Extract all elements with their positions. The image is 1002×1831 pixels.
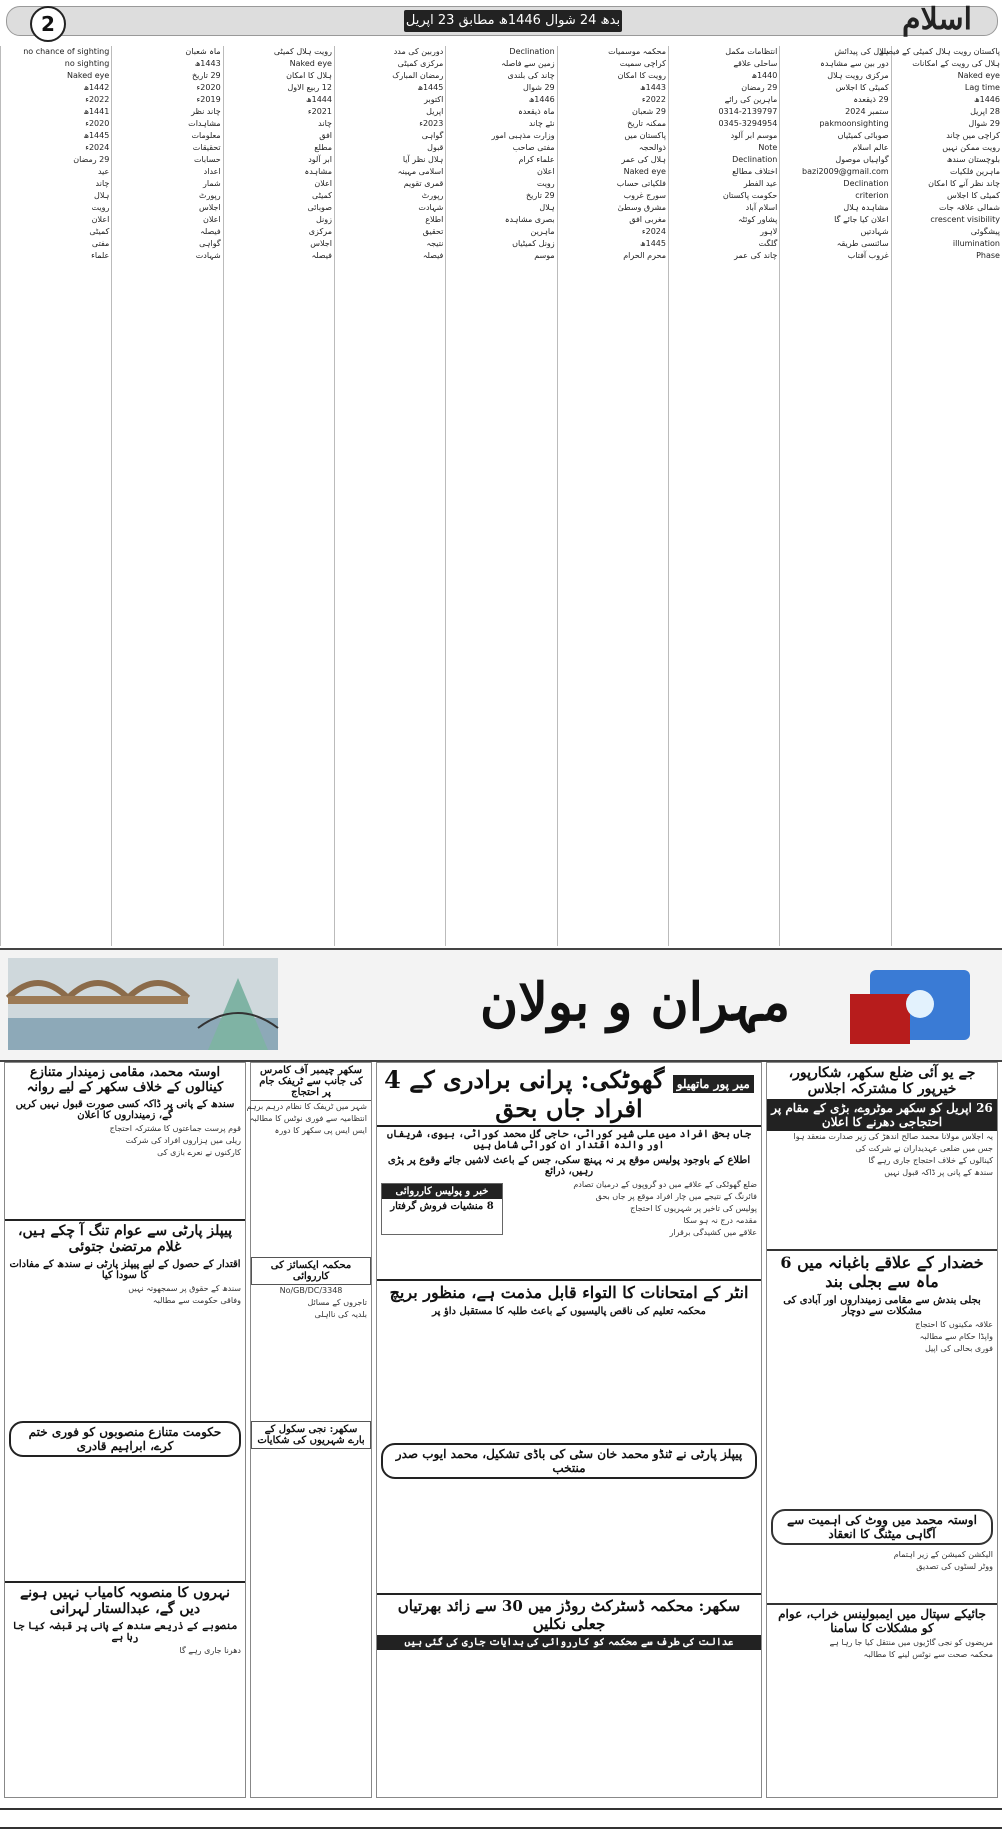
article-text-line: ہلال کی رویت کے امکانات <box>912 59 1000 68</box>
article-text-line: فیصلہ <box>311 251 332 260</box>
article-text-line: ماہرین فلکیات <box>950 167 1000 176</box>
decorative-footer-border <box>0 1806 1002 1831</box>
article-text-line: اسلامی مہینہ <box>397 167 444 176</box>
article-text-line: مشاہدہ <box>304 167 332 176</box>
article-text-line: 29 ذیقعدہ <box>853 95 889 104</box>
article-text-line: صوبائی <box>307 203 332 212</box>
article-text-line: عالم اسلام <box>852 143 889 152</box>
article-text-line: مشاہدہ ہلال <box>843 203 889 212</box>
article-text-line: Lag time <box>964 83 1000 92</box>
box-chamber: سکھر چیمبر آف کامرس کی جانب سے ٹریفک جام پر احتجاج <box>251 1063 371 1101</box>
article-body: یہ اجلاس مولانا محمد صالح اندھڑ کی زیر صدارت منعقد ہوا جس میں ضلعی عہدیداران نے شرکت کی کینالوں کے خلاف احتجاج جاری رہے گا سندھ کے پانی پر ڈاکہ قبول نہیں <box>793 1132 993 1177</box>
article-text-line: ذوالحجہ <box>638 143 666 152</box>
article-text-line: چاند کی عمر <box>734 251 778 260</box>
article-text-line: شہادت <box>418 203 444 212</box>
subhead-protest: 26 اپریل کو سکھر موٹروے، بڑی کے مقام پر احتجاجی دھرنے کا اعلان <box>767 1099 997 1131</box>
article-column <box>878 46 1002 946</box>
article-text-line: فیصلہ <box>200 227 221 236</box>
article-text-line: Naked eye <box>623 167 666 176</box>
article-text-line: چاند <box>95 179 110 188</box>
article-text-line: ستمبر 2024 <box>845 107 889 116</box>
article-text-line: Declination <box>509 47 555 56</box>
article-text-line: حسابات <box>193 155 221 164</box>
article-text-line: 2020ء <box>196 83 221 92</box>
subhead-court: عدالت کی طرف سے محکمہ کو کارروائی کی ہدایات جاری کی گئی ہیں <box>377 1635 761 1650</box>
article-text-line: مشاہدات <box>188 119 221 128</box>
center-news-column <box>376 1062 762 1798</box>
article-text-line: چاند کی بلندی <box>507 71 555 80</box>
article-text-line: اجلاس <box>198 203 221 212</box>
article-column <box>111 46 222 946</box>
article-text-line: 29 شوال <box>968 119 1000 128</box>
article-text-line: no chance of sighting <box>23 47 110 56</box>
article-text-line: ہلال <box>94 191 110 200</box>
article-text-line: گواہیاں موصول <box>835 155 889 164</box>
article-text-line: ممکنہ تاریخ <box>627 119 666 128</box>
article-text-line: 1440ھ <box>751 71 778 80</box>
newspaper-logo: اسلام <box>902 2 972 37</box>
article-text-line: مرکزی رویت ہلال <box>827 71 889 80</box>
article-text-line: کمیٹی <box>312 191 332 200</box>
article-text-line: علماء کرام <box>518 155 555 164</box>
article-text-line: مغربی افق <box>629 215 666 224</box>
article-text-line: کمیٹی <box>89 227 110 236</box>
article-text-line: 28 اپریل <box>970 107 1000 116</box>
left-news-column <box>4 1062 246 1798</box>
date-line: بدھ 24 شوال 1446ھ مطابق 23 اپریل 2025ء <box>404 10 622 32</box>
article-text-line: علماء <box>91 251 110 260</box>
article-text-line: 2020ء <box>85 119 110 128</box>
article-column <box>668 46 779 946</box>
article-text-line: no sighting <box>64 59 110 68</box>
section-banner <box>0 948 1002 1062</box>
article-text-line: سورج غروب <box>623 191 666 200</box>
article-text-line: فلکیاتی حساب <box>616 179 666 188</box>
article-text-line: شہادتیں <box>860 227 889 236</box>
article-text-line: Naked eye <box>289 59 332 68</box>
article-text-line: 29 تاریخ <box>192 71 221 80</box>
article-text-line: رویت ممکن نہیں <box>942 143 1000 152</box>
article-text-line: چاند نظر آنے کا امکان <box>928 179 1000 188</box>
headline-sukkur-recruitment: سکھر: محکمہ ڈسٹرکٹ روڈز میں 30 سے زائد بھرتیاں جعلی نکلیں <box>377 1593 761 1635</box>
article-text-line: رمضان المبارک <box>392 71 444 80</box>
article-column <box>334 46 445 946</box>
article-text-line: زمین سے فاصلہ <box>501 59 555 68</box>
article-text-line: ہلال <box>539 203 555 212</box>
article-text-line: رویت ہلال کمیٹی <box>273 47 332 56</box>
article-text-line: 1446ھ <box>528 95 555 104</box>
headline-inter-exams: انٹر کے امتحانات کا التواء قابل مذمت ہے، منظور بریچ <box>377 1279 761 1304</box>
article-text-line: زونل <box>315 215 332 224</box>
article-text-line: اجلاس <box>310 239 332 248</box>
article-text-line: تحقیقات <box>192 143 221 152</box>
article-column <box>779 46 890 946</box>
article-text-line: 29 شعبان <box>631 107 666 116</box>
article-text-line: وزارت مذہبی امور <box>491 131 555 140</box>
article-body: شہر میں ٹریفک کا نظام درہم برہم انتظامیہ سے فوری نوٹس کا مطالبہ ایس ایس پی سکھر کا دورہ <box>246 1102 367 1135</box>
page-number: 2 <box>30 6 66 42</box>
article-text-line: ماہ شعبان <box>185 47 221 56</box>
article-text-line: کراچی میں چاند <box>946 131 1000 140</box>
subhead-power: بجلی بندش سے مقامی زمینداروں اور آبادی کی مشکلات سے دوچار <box>783 1295 981 1317</box>
article-text-line: نتیجہ <box>426 239 444 248</box>
article-text-line: 1441ھ <box>83 107 110 116</box>
article-text-line: گواہی <box>199 239 221 248</box>
article-text-line: 1445ھ <box>417 83 444 92</box>
article-text-line: criterion <box>855 191 889 200</box>
box-excise: محکمہ ایکسائز کی کارروائی <box>251 1257 371 1285</box>
subhead-ppp-criticism: اقتدار کے حصول کے لیے پیپلز پارٹی نے سندھ کے مفادات کا سودا کیا <box>9 1259 241 1281</box>
article-text-line: Declination <box>843 179 889 188</box>
article-text-line: 1442ھ <box>83 83 110 92</box>
article-text-line: چاند نظر <box>191 107 221 116</box>
article-text-line: شمالی علاقہ جات <box>939 203 1000 212</box>
article-text-line: رپورٹ <box>421 191 444 200</box>
article-text-line: 2024ء <box>641 227 666 236</box>
article-text-line: 2024ء <box>85 143 110 152</box>
article-text-line: ساحلی علاقے <box>733 59 778 68</box>
article-text-line: 1445ھ <box>640 239 666 248</box>
article-text-line: مرکزی <box>308 227 332 236</box>
article-columns <box>0 46 1002 946</box>
article-text-line: crescent visibility <box>930 215 1000 224</box>
police-box: خبر و پولیس کارروائی 8 منشیات فروش گرفتار <box>381 1183 503 1235</box>
article-text-line: دور بین سے مشاہدہ <box>820 59 889 68</box>
article-text-line: کمیٹی کا اجلاس <box>947 191 1000 200</box>
article-text-line: قمری تقویم <box>403 179 444 188</box>
article-text-line: مفتی <box>91 239 110 248</box>
article-text-line: pakmoonsighting <box>819 119 889 128</box>
lower-news-section <box>0 1062 1002 1802</box>
article-text-line: Note <box>758 143 778 152</box>
article-text-line: ماہرین کی رائے <box>724 95 778 104</box>
article-text-line: ہلال کا امکان <box>286 71 332 80</box>
article-text-line: زونل کمیٹیاں <box>512 239 555 248</box>
article-text-line: 1443ھ <box>640 83 666 92</box>
article-text-line: معلومات <box>191 131 221 140</box>
article-text-line: محکمہ موسمیات <box>608 47 666 56</box>
headline-canal-project: نہروں کا منصوبہ کامیاب نہیں ہونے دیں گے، عبدالستار لہرانی <box>5 1581 245 1619</box>
sindhi-cap-image-icon <box>840 964 990 1050</box>
article-text-line: اطلاع <box>425 215 444 224</box>
article-column <box>223 46 334 946</box>
article-text-line: 1445ھ <box>83 131 110 140</box>
headline-jui-meeting: جے یو آئی ضلع سکھر، شکارپور، خیرپور کا مشترکہ اجلاس <box>788 1065 976 1097</box>
article-text-line: پاکستان رویت ہلال کمیٹی کے فیصلے <box>878 47 1000 56</box>
article-text-line: پشاور کوئٹہ <box>737 215 778 224</box>
article-text-line: ماہ ذیقعدہ <box>518 107 555 116</box>
article-text-line: مشرق وسطیٰ <box>617 203 666 212</box>
subhead-victims: جاں بحق افراد میں علی شیر کوراٹی، حاجی گل محمد کوراٹی، بیوی، شریفاں اور والدہ اقتدار ان کوراٹی شامل ہیں <box>386 1129 752 1151</box>
article-text-line: اکتوبر <box>424 95 444 104</box>
article-text-line: کراچی سمیت <box>619 59 666 68</box>
headline-ibrahim-qadri: حکومت متنازع منصوبوں کو فوری ختم کرے، ابراہیم قادری <box>9 1421 241 1457</box>
article-text-line: 2021ء <box>307 107 332 116</box>
article-text-line: ہلال نظر آیا <box>402 155 444 164</box>
article-body: الیکشن کمیشن کے زیر اہتمام ووٹر لسٹوں کی تصدیق <box>893 1550 993 1571</box>
article-body: ضلع گھوٹکی کے علاقے میں دو گروپوں کے درمیان تصادم فائرنگ کے نتیجے میں چار افراد موقع پر جاں بحق پولیس کی تاخیر پر شہریوں کا احتجاج مقدمہ درج نہ ہو سکا علاقے میں کشیدگی برقرار <box>573 1180 757 1237</box>
article-text-line: بلوچستان سندھ <box>946 155 1000 164</box>
article-text-line: مرکزی کمیٹی <box>397 59 444 68</box>
mid-news-column <box>246 1062 372 1798</box>
article-column <box>445 46 556 946</box>
article-text-line: 29 رمضان <box>741 83 778 92</box>
article-text-line: 12 ربیع الاول <box>287 83 332 92</box>
headline-voter-awareness: اوستہ محمد میں ووٹ کی اہمیت سے آگاہی میٹنگ کا انعقاد <box>771 1509 993 1545</box>
article-text-line: عید <box>97 167 110 176</box>
headline-ambulance: جائیکے سپتال میں ایمبولینس خراب، عوام کو مشکلات کا سامنا <box>767 1603 997 1637</box>
article-text-line: اعداد <box>203 167 221 176</box>
subhead-water: سندھ کے پانی پر ڈاکہ کسی صورت قبول نہیں کریں گے، زمینداروں کا اعلان <box>15 1099 235 1121</box>
headline-ppp-criticism: پیپلز پارٹی سے عوام تنگ آ چکے ہیں، غلام مرتضیٰ جتوئی <box>5 1219 245 1257</box>
headline-ostamohammad-landlords: اوستہ محمد، مقامی زمیندار متنازع کینالوں کے خلاف سکھر کے لیے روانہ <box>26 1065 224 1095</box>
article-text-line: اعلان <box>91 215 110 224</box>
article-text-line: گواہی <box>421 131 444 140</box>
article-text-line: رویت <box>91 203 110 212</box>
article-text-line: 2019ء <box>196 95 221 104</box>
box-school: سکھر: نجی سکول کے بارے شہریوں کی شکایات <box>251 1421 371 1449</box>
article-text-line: فیصلہ <box>422 251 444 260</box>
article-text-line: ہلال کی پیدائش <box>834 47 889 56</box>
article-text-line: پیشگوئی <box>970 227 1000 236</box>
article-body: مریضوں کو نجی گاڑیوں میں منتقل کیا جا رہا ہے محکمہ صحت سے نوٹس لینے کا مطالبہ <box>829 1638 993 1659</box>
article-body: علاقہ مکینوں کا احتجاج واپڈا حکام سے مطالبہ فوری بحالی کی اپیل <box>915 1320 993 1353</box>
subhead-canal: منصوبے کے ذریعے سندھ کے پانی پر قبضہ کیا جا رہا ہے <box>12 1621 238 1643</box>
article-text-line: Naked eye <box>66 71 110 80</box>
article-text-line: اختلاف مطالع <box>732 167 778 176</box>
article-text-line: حکومت پاکستان <box>722 191 778 200</box>
article-text-line: illumination <box>952 239 1000 248</box>
subhead-education: محکمہ تعلیم کی ناقص پالیسیوں کے باعث طلبہ کا مستقبل داؤ پر <box>432 1306 706 1317</box>
article-text-line: 1443ھ <box>194 59 221 68</box>
article-text-line: 29 شوال <box>523 83 555 92</box>
article-text-line: گلگت <box>758 239 778 248</box>
article-text-line: رویت <box>536 179 555 188</box>
article-text-line: رویت کا امکان <box>617 71 666 80</box>
subhead-police: اطلاع کے باوجود پولیس موقع پر نہ پہنچ سکی، جس کے باعث لاشیں جائے وقوع پر پڑی رہیں، ذرائع <box>387 1155 751 1177</box>
article-text-line: مطلع <box>314 143 332 152</box>
article-text-line: عید الفطر <box>743 179 778 188</box>
article-text-line: Declination <box>732 155 778 164</box>
article-text-line: شہادت <box>195 251 221 260</box>
article-text-line: تحقیق <box>422 227 444 236</box>
article-text-line: چاند <box>318 119 332 128</box>
article-text-line: اسلام آباد <box>745 203 778 212</box>
article-body: تاجروں کے مسائل بلدیہ کی نااہلی <box>307 1298 367 1319</box>
article-text-line: bazi2009@gmail.com <box>802 167 889 176</box>
article-body: قوم پرست جماعتوں کا مشترکہ احتجاج ریلی میں ہزاروں افراد کی شرکت کارکنوں نے نعرے بازی کی <box>109 1124 241 1157</box>
article-body: دھرنا جاری رہے گا <box>179 1646 241 1655</box>
article-text-line: اعلان کیا جائے گا <box>834 215 889 224</box>
article-text-line: Naked eye <box>957 71 1000 80</box>
headline-ppp-body: پیپلز پارٹی نے ٹنڈو محمد خان سٹی کی باڈی تشکیل، محمد ایوب صدر منتخب <box>381 1443 757 1479</box>
article-text-line: انتظامات مکمل <box>725 47 778 56</box>
article-text-line: اعلان <box>203 215 221 224</box>
article-text-line: پاکستان میں <box>624 131 666 140</box>
article-text-line: نئے چاند <box>528 119 555 128</box>
article-text-line: لاہور <box>760 227 778 236</box>
article-text-line: قبول <box>427 143 444 152</box>
article-text-line: 0314-2139797 <box>718 107 778 116</box>
article-text-line: 29 تاریخ <box>526 191 555 200</box>
article-text-line: Phase <box>976 251 1000 260</box>
right-news-column <box>766 1062 998 1798</box>
article-column <box>0 46 111 946</box>
article-text-line: صوبائی کمیٹیاں <box>837 131 889 140</box>
article-text-line: اپریل <box>426 107 444 116</box>
article-text-line: اعلان <box>537 167 555 176</box>
kicker-label: میر پور ماتھیلو <box>673 1075 754 1093</box>
article-text-line: غروب آفتاب <box>847 251 889 260</box>
article-text-line: موسم ابر آلود <box>730 131 778 140</box>
article-text-line: سائنسی طریقہ <box>836 239 889 248</box>
article-text-line: موسم <box>534 251 555 260</box>
article-text-line: مفتی صاحب <box>512 143 555 152</box>
article-text-line: 2022ء <box>641 95 666 104</box>
article-text-line: 1446ھ <box>974 95 1000 104</box>
article-column <box>557 46 668 946</box>
reference-code: No/GB/DC/3348 <box>279 1286 343 1295</box>
headline-ghotki-killing: میر پور ماتھیلو گھوٹکی: پرانی برادری کے 4 افراد جاں بحق <box>377 1063 761 1127</box>
banner-title: مہران و بولان <box>480 972 791 1033</box>
article-text-line: 2022ء <box>85 95 110 104</box>
article-text-line: اعلان <box>314 179 332 188</box>
article-text-line: 1444ھ <box>306 95 332 104</box>
article-text-line: رپورٹ <box>199 191 221 200</box>
article-text-line: 0345-3294954 <box>718 119 778 128</box>
headline-khuzdar-power: خضدار کے علاقے باغبانہ میں 6 ماہ سے بجلی بند <box>767 1249 997 1293</box>
masthead <box>0 0 1002 50</box>
article-body: سندھ کے حقوق پر سمجھوتہ نہیں وفاقی حکومت سے مطالبہ <box>128 1284 241 1305</box>
bridge-image-icon <box>8 958 278 1050</box>
article-text-line: ہلال کی عمر <box>621 155 666 164</box>
article-text-line: 2023ء <box>419 119 444 128</box>
article-text-line: 29 رمضان <box>73 155 110 164</box>
article-text-line: ماہرین <box>530 227 555 236</box>
article-text-line: افق <box>319 131 332 140</box>
article-text-line: کمیٹی کا اجلاس <box>835 83 889 92</box>
article-text-line: محرم الحرام <box>623 251 666 260</box>
article-text-line: بصری مشاہدہ <box>504 215 555 224</box>
article-text-line: دوربین کی مدد <box>393 47 444 56</box>
article-text-line: شمار <box>203 179 221 188</box>
article-text-line: ابر آلود <box>308 155 332 164</box>
